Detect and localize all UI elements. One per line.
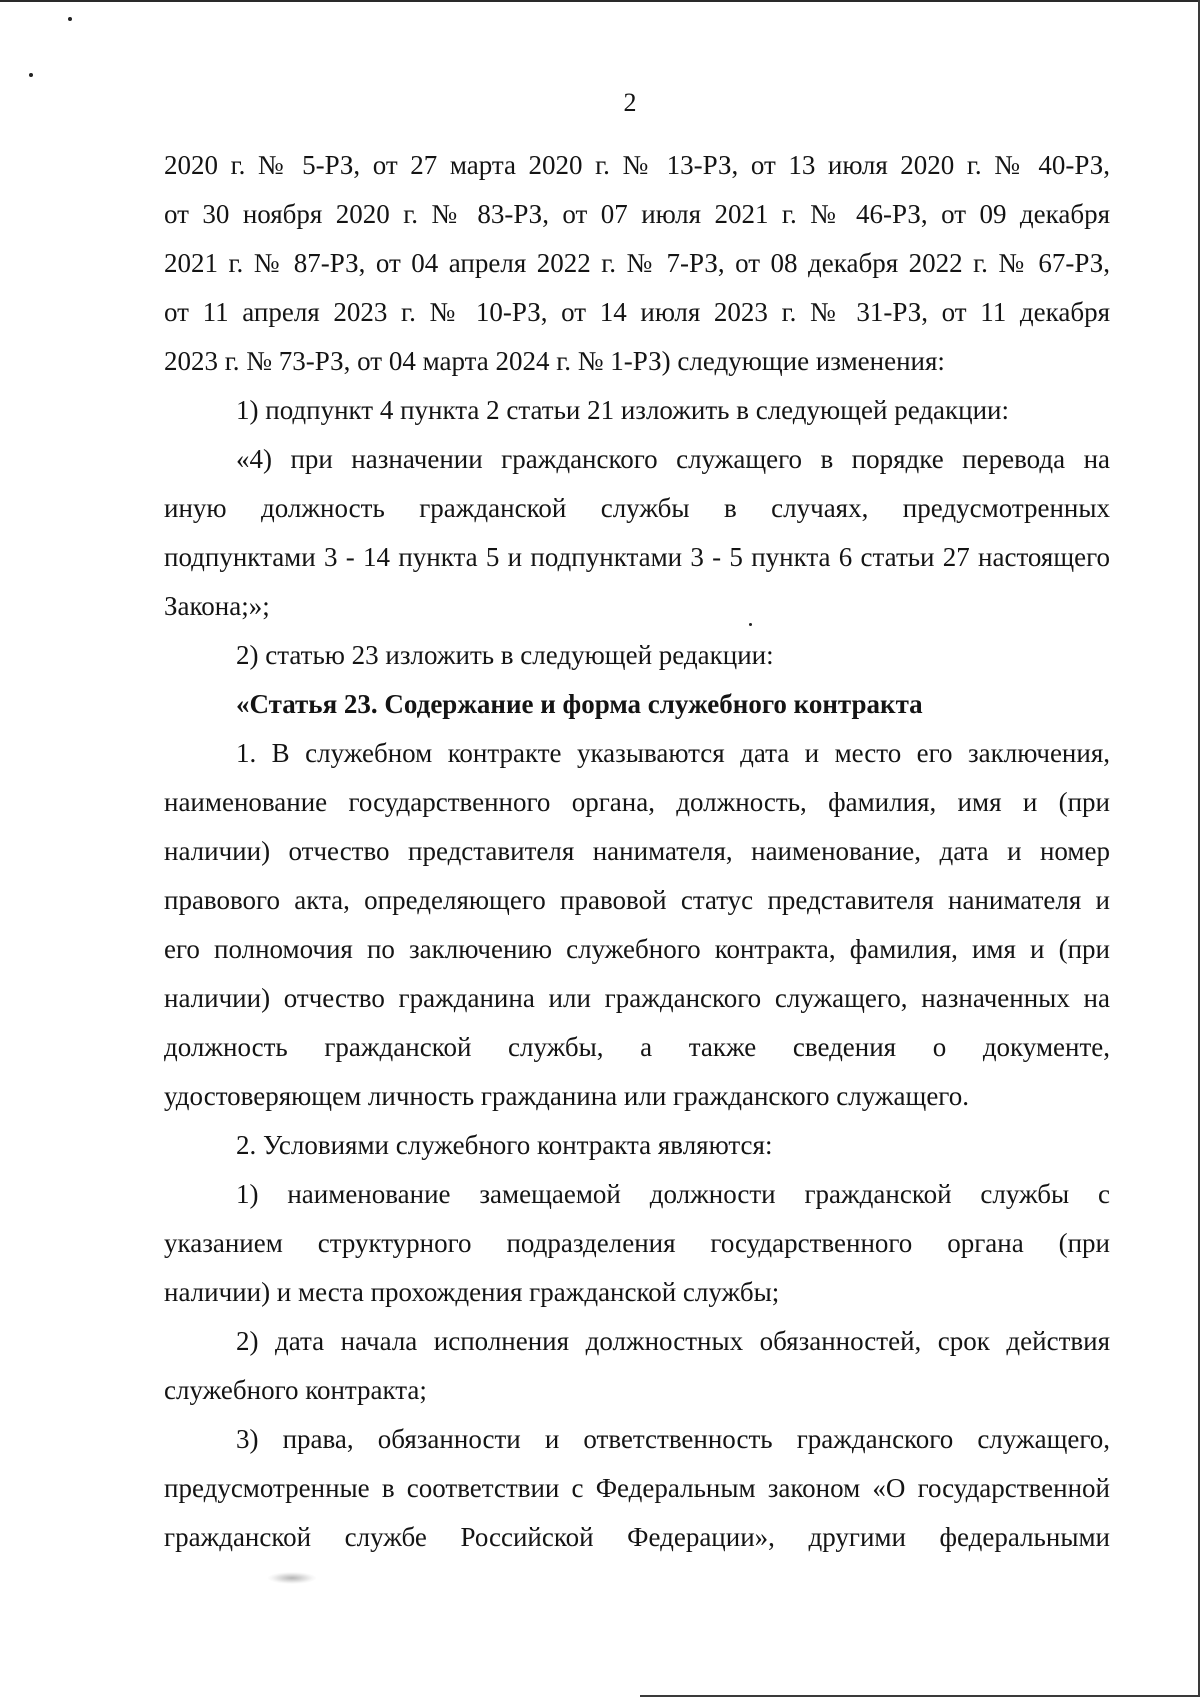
text-line: наименование государственного органа, должность, фамилия, имя и (при — [164, 787, 1110, 817]
text-line: 2021 г. № 87-РЗ, от 04 апреля 2022 г. № 7-РЗ, от 08 декабря 2022 г. № 67-РЗ, — [164, 248, 1110, 278]
text-line: предусмотренные в соответствии с Федеральным законом «О государственной — [164, 1473, 1110, 1503]
scan-speck — [68, 17, 72, 21]
text-line: наличии) отчество гражданина или гражданского служащего, назначенных на — [164, 983, 1110, 1013]
text-line: его полномочия по заключению служебного контракта, фамилия, имя и (при — [164, 934, 1110, 964]
text-line: наличии) и места прохождения гражданской службы; — [164, 1277, 780, 1307]
text-line: наличии) отчество представителя нанимателя, наименование, дата и номер — [164, 836, 1110, 866]
text-line: служебного контракта; — [164, 1375, 427, 1405]
text-line: гражданской службе Российской Федерации», другими федеральными — [164, 1522, 1110, 1552]
page-number: 2 — [623, 88, 637, 117]
text-line: Закона;»; — [164, 591, 270, 621]
text-line: «4) при назначении гражданского служащего в порядке перевода на — [236, 444, 1110, 474]
document-body — [164, 141, 1110, 1562]
text-line: 2. Условиями служебного контракта являются: — [236, 1130, 773, 1160]
article-heading: «Статья 23. Содержание и форма служебного контракта — [236, 689, 923, 719]
text-line: иную должность гражданской службы в случаях, предусмотренных — [164, 493, 1110, 523]
text-line: 1) подпункт 4 пункта 2 статьи 21 изложить в следующей редакции: — [236, 395, 1010, 425]
text-line: 2) статью 23 изложить в следующей редакции: — [236, 640, 774, 670]
text-line: подпунктами 3 - 14 пункта 5 и подпунктами 3 - 5 пункта 6 статьи 27 настоящего — [164, 542, 1110, 572]
text-line: 1. В служебном контракте указываются дата и место его заключения, — [236, 738, 1110, 768]
scan-edge-top — [0, 0, 1200, 2]
text-line: должность гражданской службы, а также сведения о документе, — [164, 1032, 1110, 1062]
text-line: 2023 г. № 73-РЗ, от 04 марта 2024 г. № 1-РЗ) следующие изменения: — [164, 346, 945, 376]
text-line: 2) дата начала исполнения должностных обязанностей, срок действия — [236, 1326, 1110, 1356]
text-line: удостоверяющем личность гражданина или гражданского служащего. — [164, 1081, 969, 1111]
text-line: от 11 апреля 2023 г. № 10-РЗ, от 14 июля 2023 г. № 31-РЗ, от 11 декабря — [164, 297, 1110, 327]
text-line: указанием структурного подразделения государственного органа (при — [164, 1228, 1110, 1258]
text-line: 1) наименование замещаемой должности гражданской службы с — [236, 1179, 1110, 1209]
text-line: правового акта, определяющего правовой статус представителя нанимателя и — [164, 885, 1110, 915]
scan-speck — [29, 73, 33, 77]
text-line: от 30 ноября 2020 г. № 83-РЗ, от 07 июля 2021 г. № 46-РЗ, от 09 декабря — [164, 199, 1110, 229]
scan-smudge — [268, 1572, 316, 1584]
text-line: 2020 г. № 5-РЗ, от 27 марта 2020 г. № 13-РЗ, от 13 июля 2020 г. № 40-РЗ, — [164, 150, 1110, 180]
text-line: 3) права, обязанности и ответственность гражданского служащего, — [236, 1424, 1110, 1454]
